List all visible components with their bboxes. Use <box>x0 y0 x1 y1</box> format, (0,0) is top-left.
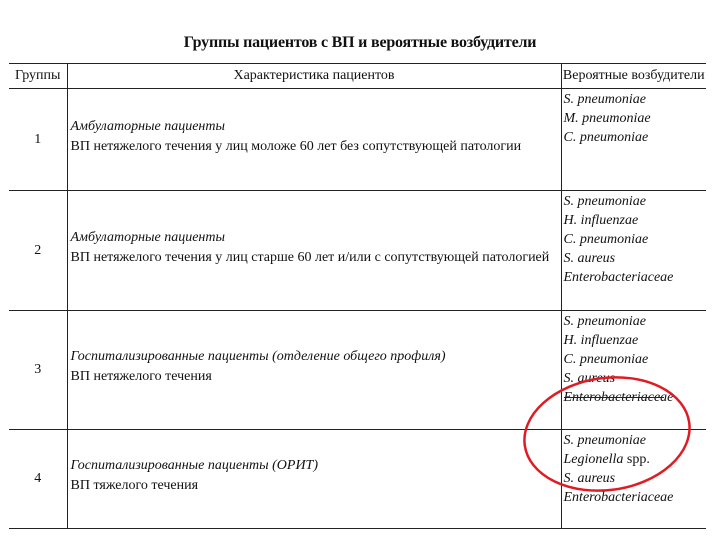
pathogen-list <box>561 89 706 191</box>
pathogen-item: Enterobacteriaceae <box>563 270 674 285</box>
table-row <box>9 430 706 529</box>
border-overlap-line <box>564 397 664 398</box>
patient-characteristics <box>67 311 561 430</box>
pathogen-item: H. influenzae <box>563 333 639 348</box>
pathogen-list <box>561 311 706 430</box>
pathogen-item: S. aureus <box>563 371 616 386</box>
group-number: 4 <box>9 430 67 529</box>
pathogen-item: C. pneumoniae <box>563 352 649 367</box>
patient-description: ВП нетяжелого течения у лиц моложе 60 лет без сопутствующей патологии <box>70 138 522 154</box>
table-row <box>9 191 706 311</box>
group-number: 1 <box>9 89 67 191</box>
patient-description: ВП тяжелого течения <box>70 478 199 493</box>
pathogen-item: S. pneumoniae <box>563 314 646 329</box>
pathogen-item: H. influenzae <box>563 213 639 228</box>
pathogen-list <box>561 430 706 529</box>
pathogen-list <box>561 191 706 311</box>
table-row <box>9 311 706 430</box>
pathogen-item <box>564 450 707 469</box>
table-row <box>9 89 706 191</box>
pathogen-item: S. aureus <box>563 251 616 266</box>
patient-setting: Амбулаторные пациенты <box>70 118 225 134</box>
patient-characteristics <box>67 430 561 529</box>
pathogen-item: S. pneumoniae <box>563 194 646 209</box>
pathogen-item: S. pneumoniae <box>563 92 646 107</box>
header-characteristics: Характеристика пациентов <box>67 64 561 89</box>
patient-setting: Амбулаторные пациенты <box>70 229 225 245</box>
patient-characteristics <box>67 191 561 311</box>
pathogen-item-text: Enterobacteriaceae <box>563 390 674 405</box>
pathogen-item: S. aureus <box>563 471 616 486</box>
patient-description: ВП нетяжелого течения у лиц старше 60 лет и/или с сопутствующей патологией <box>70 249 550 265</box>
pathogen-suffix: spp. <box>626 452 650 467</box>
patient-setting: Госпитализированные пациенты (ОРИТ) <box>70 458 319 473</box>
header-pathogens: Вероятные возбудители <box>561 64 706 89</box>
header-groups: Группы <box>9 64 67 89</box>
patient-characteristics <box>67 89 561 191</box>
pathogen-item-overlapped <box>564 388 707 407</box>
patient-description: ВП нетяжелого течения <box>70 369 212 384</box>
group-number: 2 <box>9 191 67 311</box>
pathogen-item: M. pneumoniae <box>563 111 651 126</box>
pathogen-genus: Legionella <box>563 452 624 467</box>
pathogen-table <box>9 63 706 529</box>
patient-setting: Госпитализированные пациенты (отделение общего профиля) <box>70 349 446 364</box>
group-number: 3 <box>9 311 67 430</box>
table-header-row <box>9 64 706 89</box>
page-title: Группы пациентов с ВП и вероятные возбудители <box>183 34 537 51</box>
pathogen-item: C. pneumoniae <box>563 130 649 145</box>
pathogen-item: C. pneumoniae <box>563 232 649 247</box>
pathogen-item: S. pneumoniae <box>563 433 646 448</box>
pathogen-item: Enterobacteriaceae <box>563 490 674 505</box>
